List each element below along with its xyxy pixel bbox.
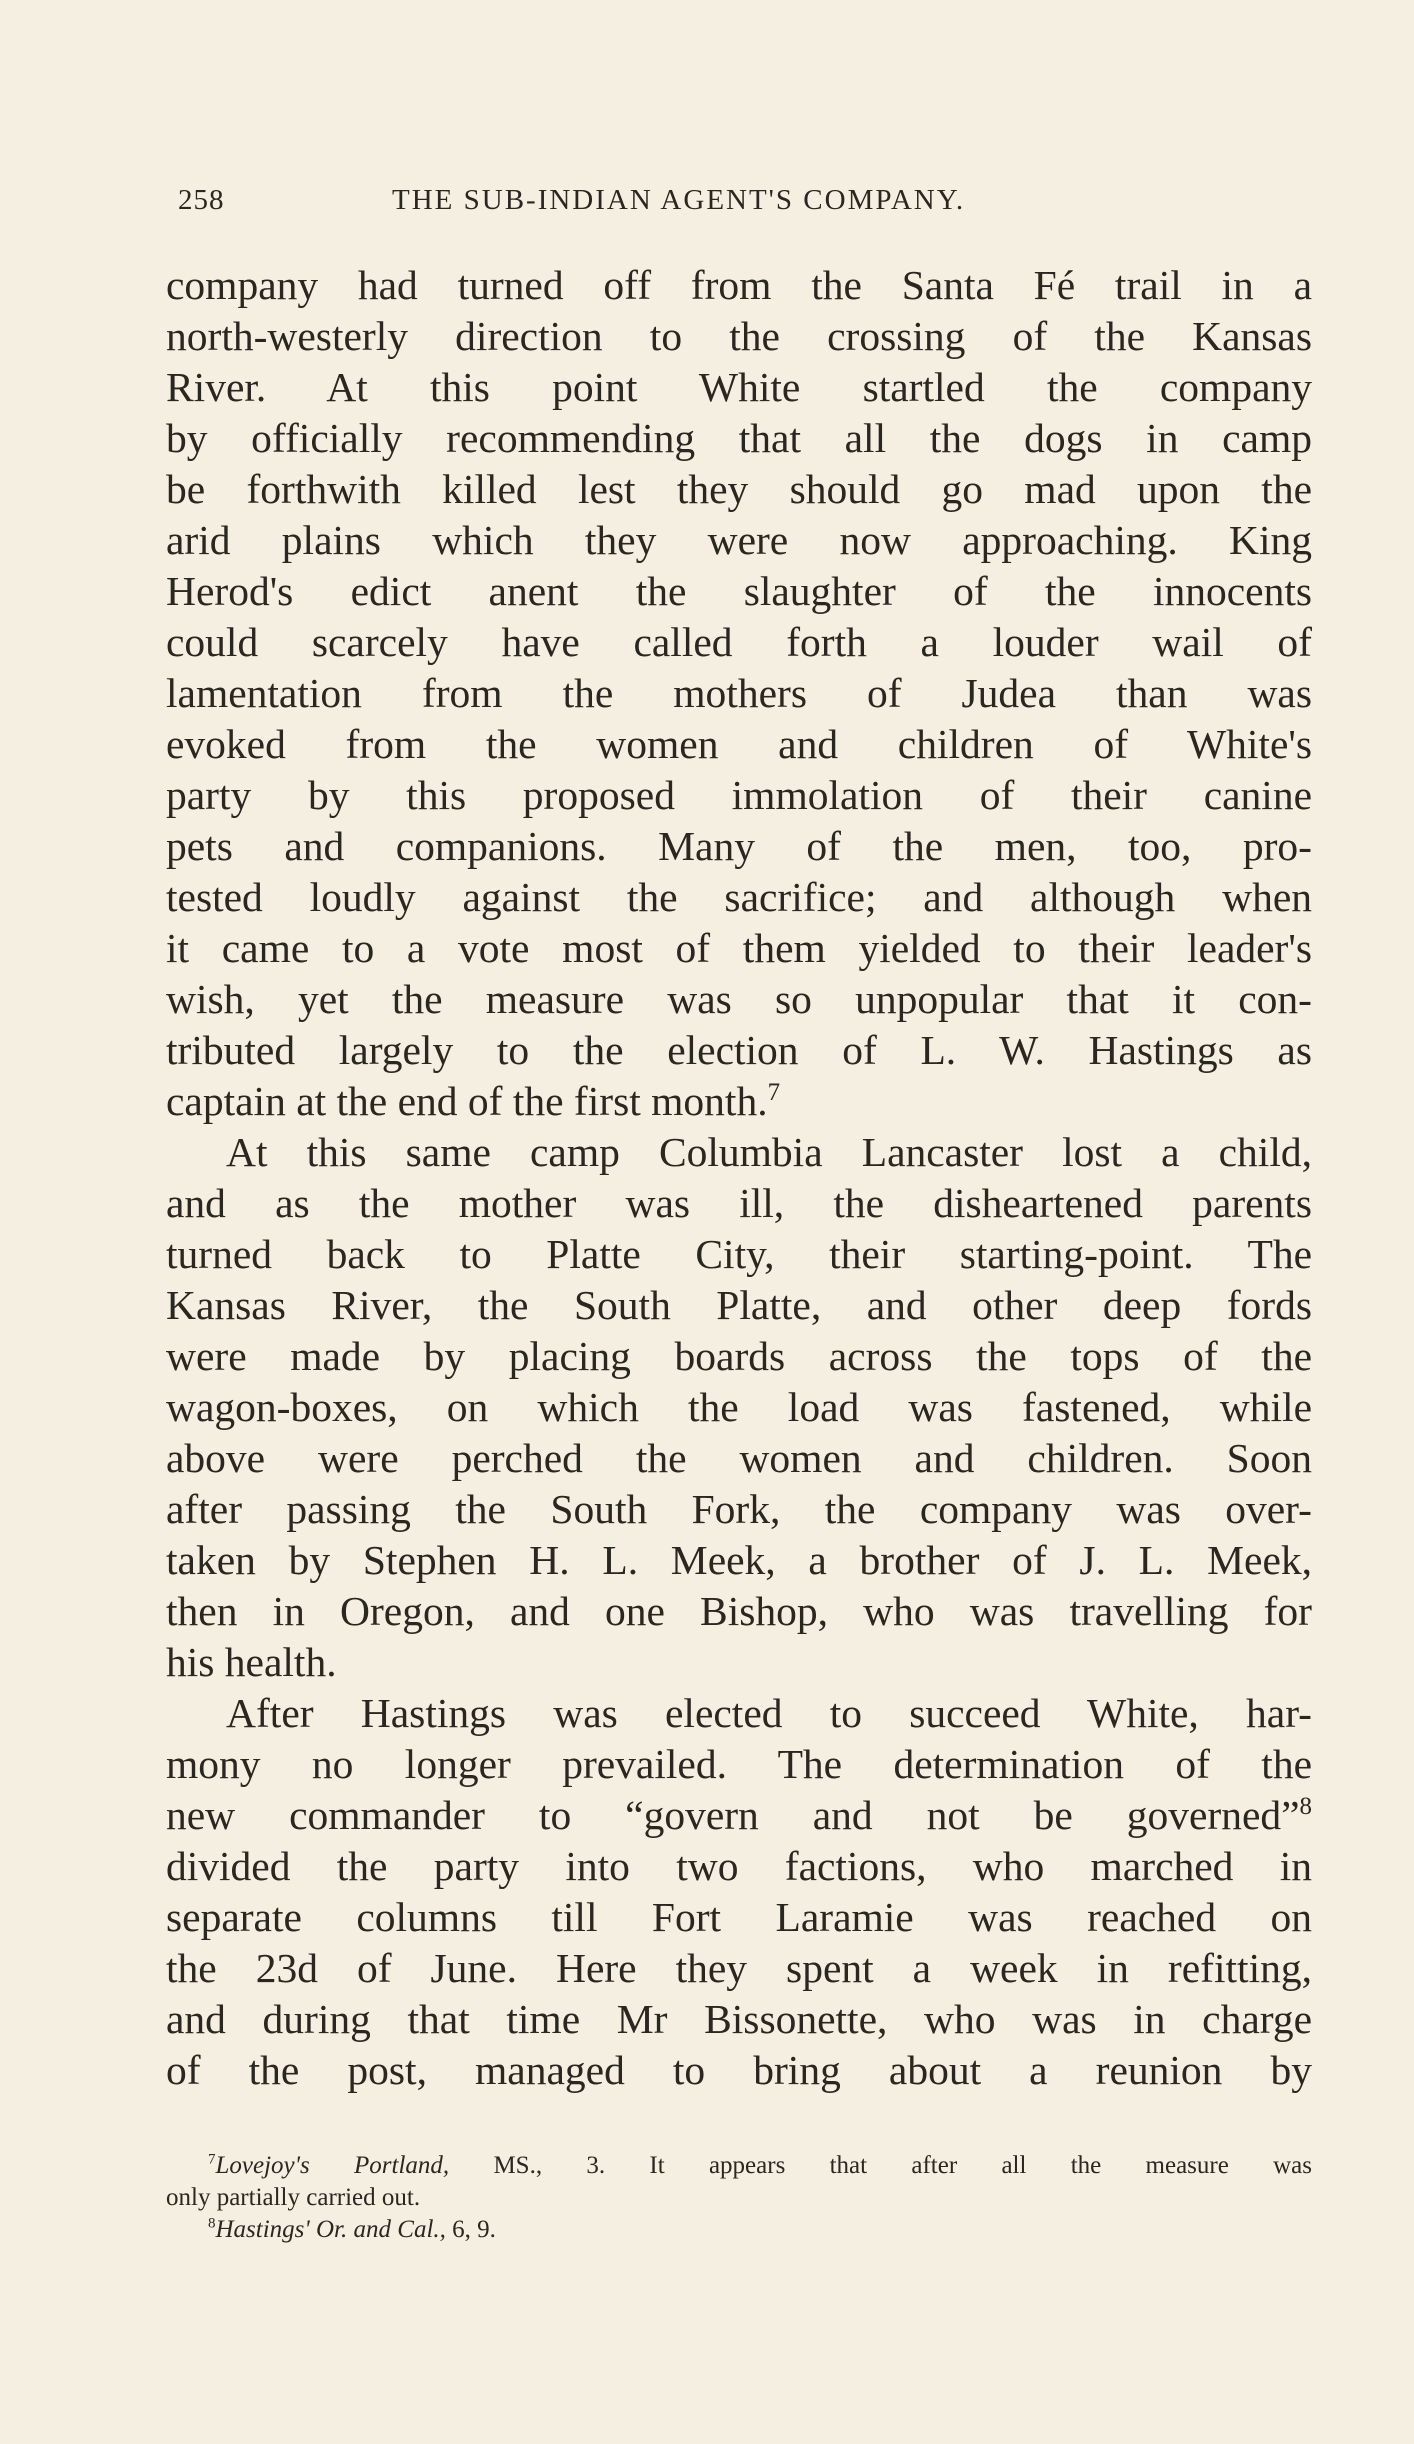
body-text bbox=[166, 260, 1312, 2096]
text-line: the 23d of June. Here they spent a week in refitting, bbox=[166, 1945, 1312, 1991]
text-line: mony no longer prevailed. The determination of the bbox=[166, 1741, 1312, 1787]
text-line: and as the mother was ill, the disheartened parents bbox=[166, 1180, 1312, 1226]
text-line: captain at the end of the first month. bbox=[166, 1078, 768, 1124]
text-line: above were perched the women and children. Soon bbox=[166, 1435, 1312, 1481]
footnote-ref: 8 bbox=[1299, 1793, 1312, 1821]
footnote-7-continuation: only partially carried out. bbox=[166, 2184, 421, 2211]
footnote-source: Lovejoy's Portland, bbox=[215, 2152, 450, 2179]
text-line: new commander to “govern and not be governed” bbox=[166, 1792, 1300, 1838]
text-line: tributed largely to the election of L. W. Hastings as bbox=[166, 1027, 1312, 1073]
text-line: Herod's edict anent the slaughter of the innocents bbox=[166, 568, 1312, 614]
footnote-text: 6, 9. bbox=[445, 2216, 496, 2243]
footnote-ref: 7 bbox=[767, 1079, 781, 1107]
text-line: after passing the South Fork, the company was over- bbox=[166, 1486, 1312, 1532]
page-number: 258 bbox=[178, 184, 225, 216]
text-line: company had turned off from the Santa Fé trail in a bbox=[166, 262, 1312, 308]
text-line: lamentation from the mothers of Judea than was bbox=[166, 670, 1312, 716]
footnote-marker: 8 bbox=[208, 2215, 216, 2232]
text-line: be forthwith killed lest they should go mad upon the bbox=[166, 466, 1312, 512]
text-line: his health. bbox=[166, 1639, 337, 1685]
text-line: taken by Stephen H. L. Meek, a brother of J. L. Meek, bbox=[166, 1537, 1312, 1583]
text-line: were made by placing boards across the tops of the bbox=[166, 1333, 1312, 1379]
text-line: could scarcely have called forth a louder wail of bbox=[166, 619, 1312, 665]
text-line: wagon-boxes, on which the load was fastened, while bbox=[166, 1384, 1312, 1430]
text-line: arid plains which they were now approaching. King bbox=[166, 517, 1312, 563]
text-line-with-note bbox=[166, 1076, 1312, 1127]
text-line: party by this proposed immolation of their canine bbox=[166, 772, 1312, 818]
text-line: Kansas River, the South Platte, and other deep fords bbox=[166, 1282, 1312, 1328]
text-line: then in Oregon, and one Bishop, who was travelling for bbox=[166, 1588, 1312, 1634]
text-line: it came to a vote most of them yielded to their leader's bbox=[166, 925, 1312, 971]
running-title: THE SUB-INDIAN AGENT'S COMPANY. bbox=[392, 184, 966, 216]
footnote-marker: 7 bbox=[208, 2151, 216, 2168]
text-line: wish, yet the measure was so unpopular that it con- bbox=[166, 976, 1312, 1022]
text-line-with-note bbox=[166, 1790, 1312, 1841]
text-line: River. At this point White startled the company bbox=[166, 364, 1312, 410]
text-line: north-westerly direction to the crossing of the Kansas bbox=[166, 313, 1312, 359]
text-line: evoked from the women and children of White's bbox=[166, 721, 1312, 767]
text-line: by officially recommending that all the dogs in camp bbox=[166, 415, 1312, 461]
footnote-8 bbox=[166, 2214, 1312, 2246]
text-line: of the post, managed to bring about a reunion by bbox=[166, 2047, 1312, 2093]
text-line: separate columns till Fort Laramie was reached on bbox=[166, 1894, 1312, 1940]
text-line: divided the party into two factions, who marched in bbox=[166, 1843, 1312, 1889]
text-line: After Hastings was elected to succeed White, har- bbox=[226, 1690, 1312, 1736]
footnote-source: Hastings' Or. and Cal., bbox=[215, 2216, 446, 2243]
text-line: and during that time Mr Bissonette, who was in charge bbox=[166, 1996, 1312, 2042]
footnotes bbox=[166, 2150, 1312, 2246]
text-line: pets and companions. Many of the men, too, pro- bbox=[166, 823, 1312, 869]
footnote-7 bbox=[166, 2150, 1312, 2182]
text-line: tested loudly against the sacrifice; and although when bbox=[166, 874, 1312, 920]
text-line: turned back to Platte City, their starting-point. The bbox=[166, 1231, 1312, 1277]
footnote-text: MS., 3. It appears that after all the measure was bbox=[449, 2152, 1312, 2179]
text-line: At this same camp Columbia Lancaster lost a child, bbox=[226, 1129, 1312, 1175]
